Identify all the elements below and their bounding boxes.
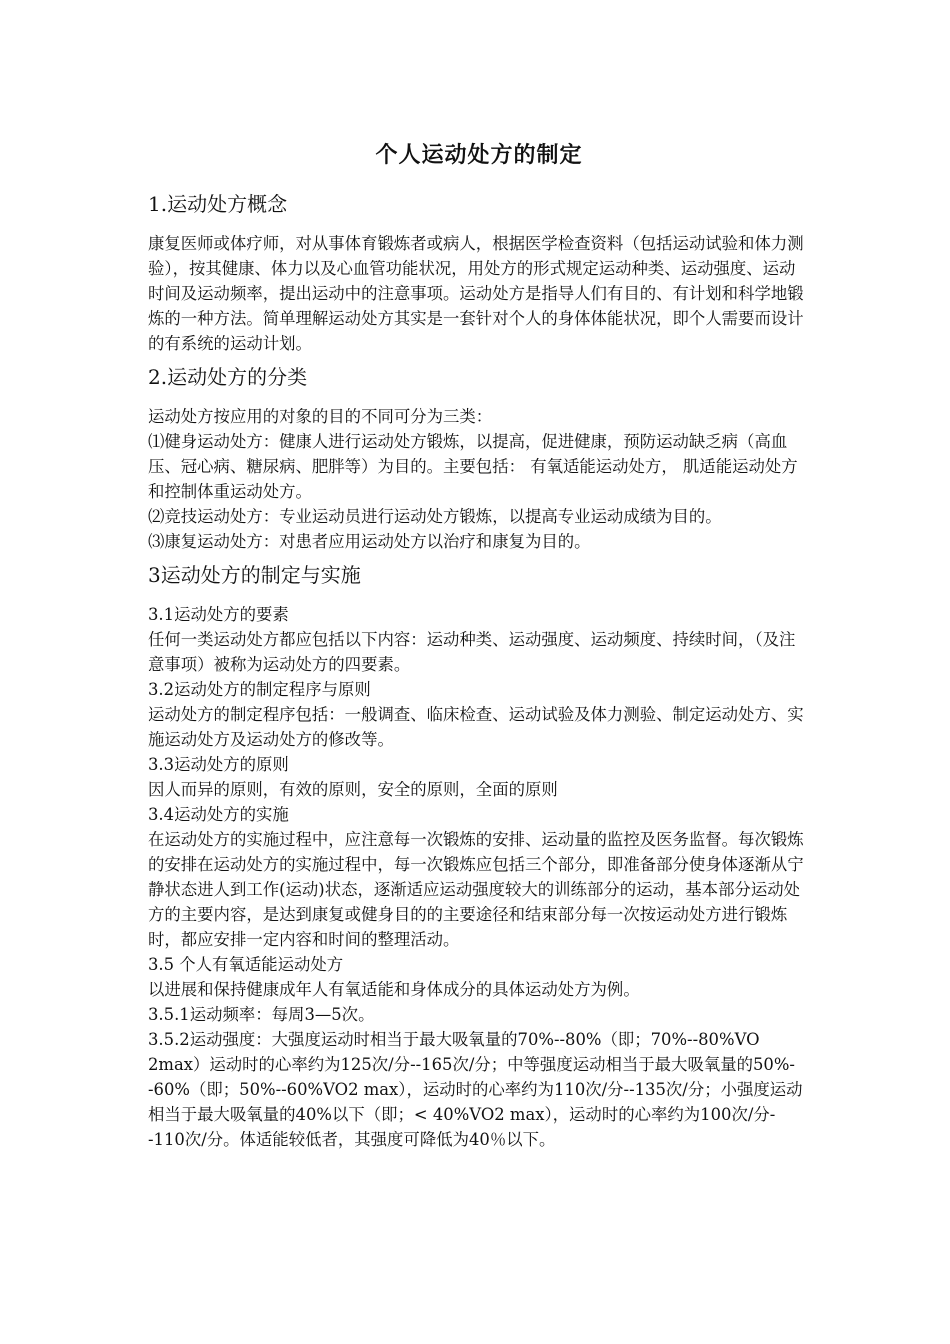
section-1-paragraph: 康复医师或体疗师，对从事体育锻炼者或病人，根据医学检查资料（包括运动试验和体力测验），按其健康、体力以及心血管功能状况，用处方的形式规定运动种类、运动强度、运动时间及运动频率，提出运动中的注意事项。运动处方是指导人们有目的、有计划和科学地锻炼的一种方法。简单理解运动处方其实是一套针对个人的身体体能状况，即个人需要而设计的有系统的运动计划。	[148, 234, 804, 353]
subsection-3-5-2: 3.5.2运动强度：大强度运动时相当于最大吸氧量的70%--80%（即；70%--80%VO 2max）运动时的心率约为125次/分--165次/分；中等强度运动相当于最大吸氧量的50%--60%（即；50%--60%VO2 max），运动时的心率约为110次/分--135次/分；小强度运动相当于最大吸氧量的40%以下（即；< 40%VO2 max），运动时的心率约为100次/分--110次/分。体适能较低者，其强度可降低为40％以下。	[148, 1030, 803, 1149]
section-heading-3: 3运动处方的制定与实施	[148, 563, 361, 587]
subsection-3-3-text: 因人而异的原则，有效的原则，安全的原则，全面的原则	[148, 780, 558, 799]
subsection-3-1-text: 任何一类运动处方都应包括以下内容：运动种类、运动强度、运动频度、持续时间，（及注意事项）被称为运动处方的四要素。	[148, 630, 796, 674]
page-title: 个人运动处方的制定	[375, 142, 583, 168]
subsection-3-2-title: 3.2运动处方的制定程序与原则	[148, 680, 371, 699]
section-heading-1: 1.运动处方概念	[148, 192, 288, 216]
section-2-item-3: ⑶康复运动处方：对患者应用运动处方以治疗和康复为目的。	[148, 532, 591, 551]
section-2-item-1: ⑴健身运动处方：健康人进行运动处方锻炼，以提高，促进健康，预防运动缺乏病（高血压、冠心病、糖尿病、肥胖等）为目的。主要包括： 有氧适能运动处方， 肌适能运动处方和控制体重运动处方。	[148, 432, 798, 501]
subsection-3-1-title: 3.1运动处方的要素	[148, 605, 289, 624]
subsection-3-3-title: 3.3运动处方的原则	[148, 755, 289, 774]
subsection-3-5-1: 3.5.1运动频率：每周3—5次。	[148, 1005, 375, 1024]
section-2-intro: 运动处方按应用的对象的目的不同可分为三类：	[148, 407, 493, 426]
section-2-item-2: ⑵竞技运动处方：专业运动员进行运动处方锻炼，以提高专业运动成绩为目的。	[148, 507, 722, 526]
subsection-3-4-title: 3.4运动处方的实施	[148, 805, 289, 824]
subsection-3-2-text: 运动处方的制定程序包括：一般调查、临床检查、运动试验及体力测验、制定运动处方、实施运动处方及运动处方的修改等。	[148, 705, 804, 749]
subsection-3-5-title: 3.5 个人有氧适能运动处方	[148, 955, 344, 974]
section-heading-2: 2.运动处方的分类	[148, 365, 308, 389]
subsection-3-4-text: 在运动处方的实施过程中，应注意每一次锻炼的安排、运动量的监控及医务监督。每次锻炼的安排在运动处方的实施过程中，每一次锻炼应包括三个部分，即准备部分使身体逐渐从宁静状态进人到工作(运动)状态，逐渐适应运动强度较大的训练部分的运动，基本部分运动处方的主要内容，是达到康复或健身目的的主要途径和结束部分每一次按运动处方进行锻炼时，都应安排一定内容和时间的整理活动。	[148, 830, 804, 949]
subsection-3-5-text: 以进展和保持健康成年人有氧适能和身体成分的具体运动处方为例。	[148, 980, 640, 999]
